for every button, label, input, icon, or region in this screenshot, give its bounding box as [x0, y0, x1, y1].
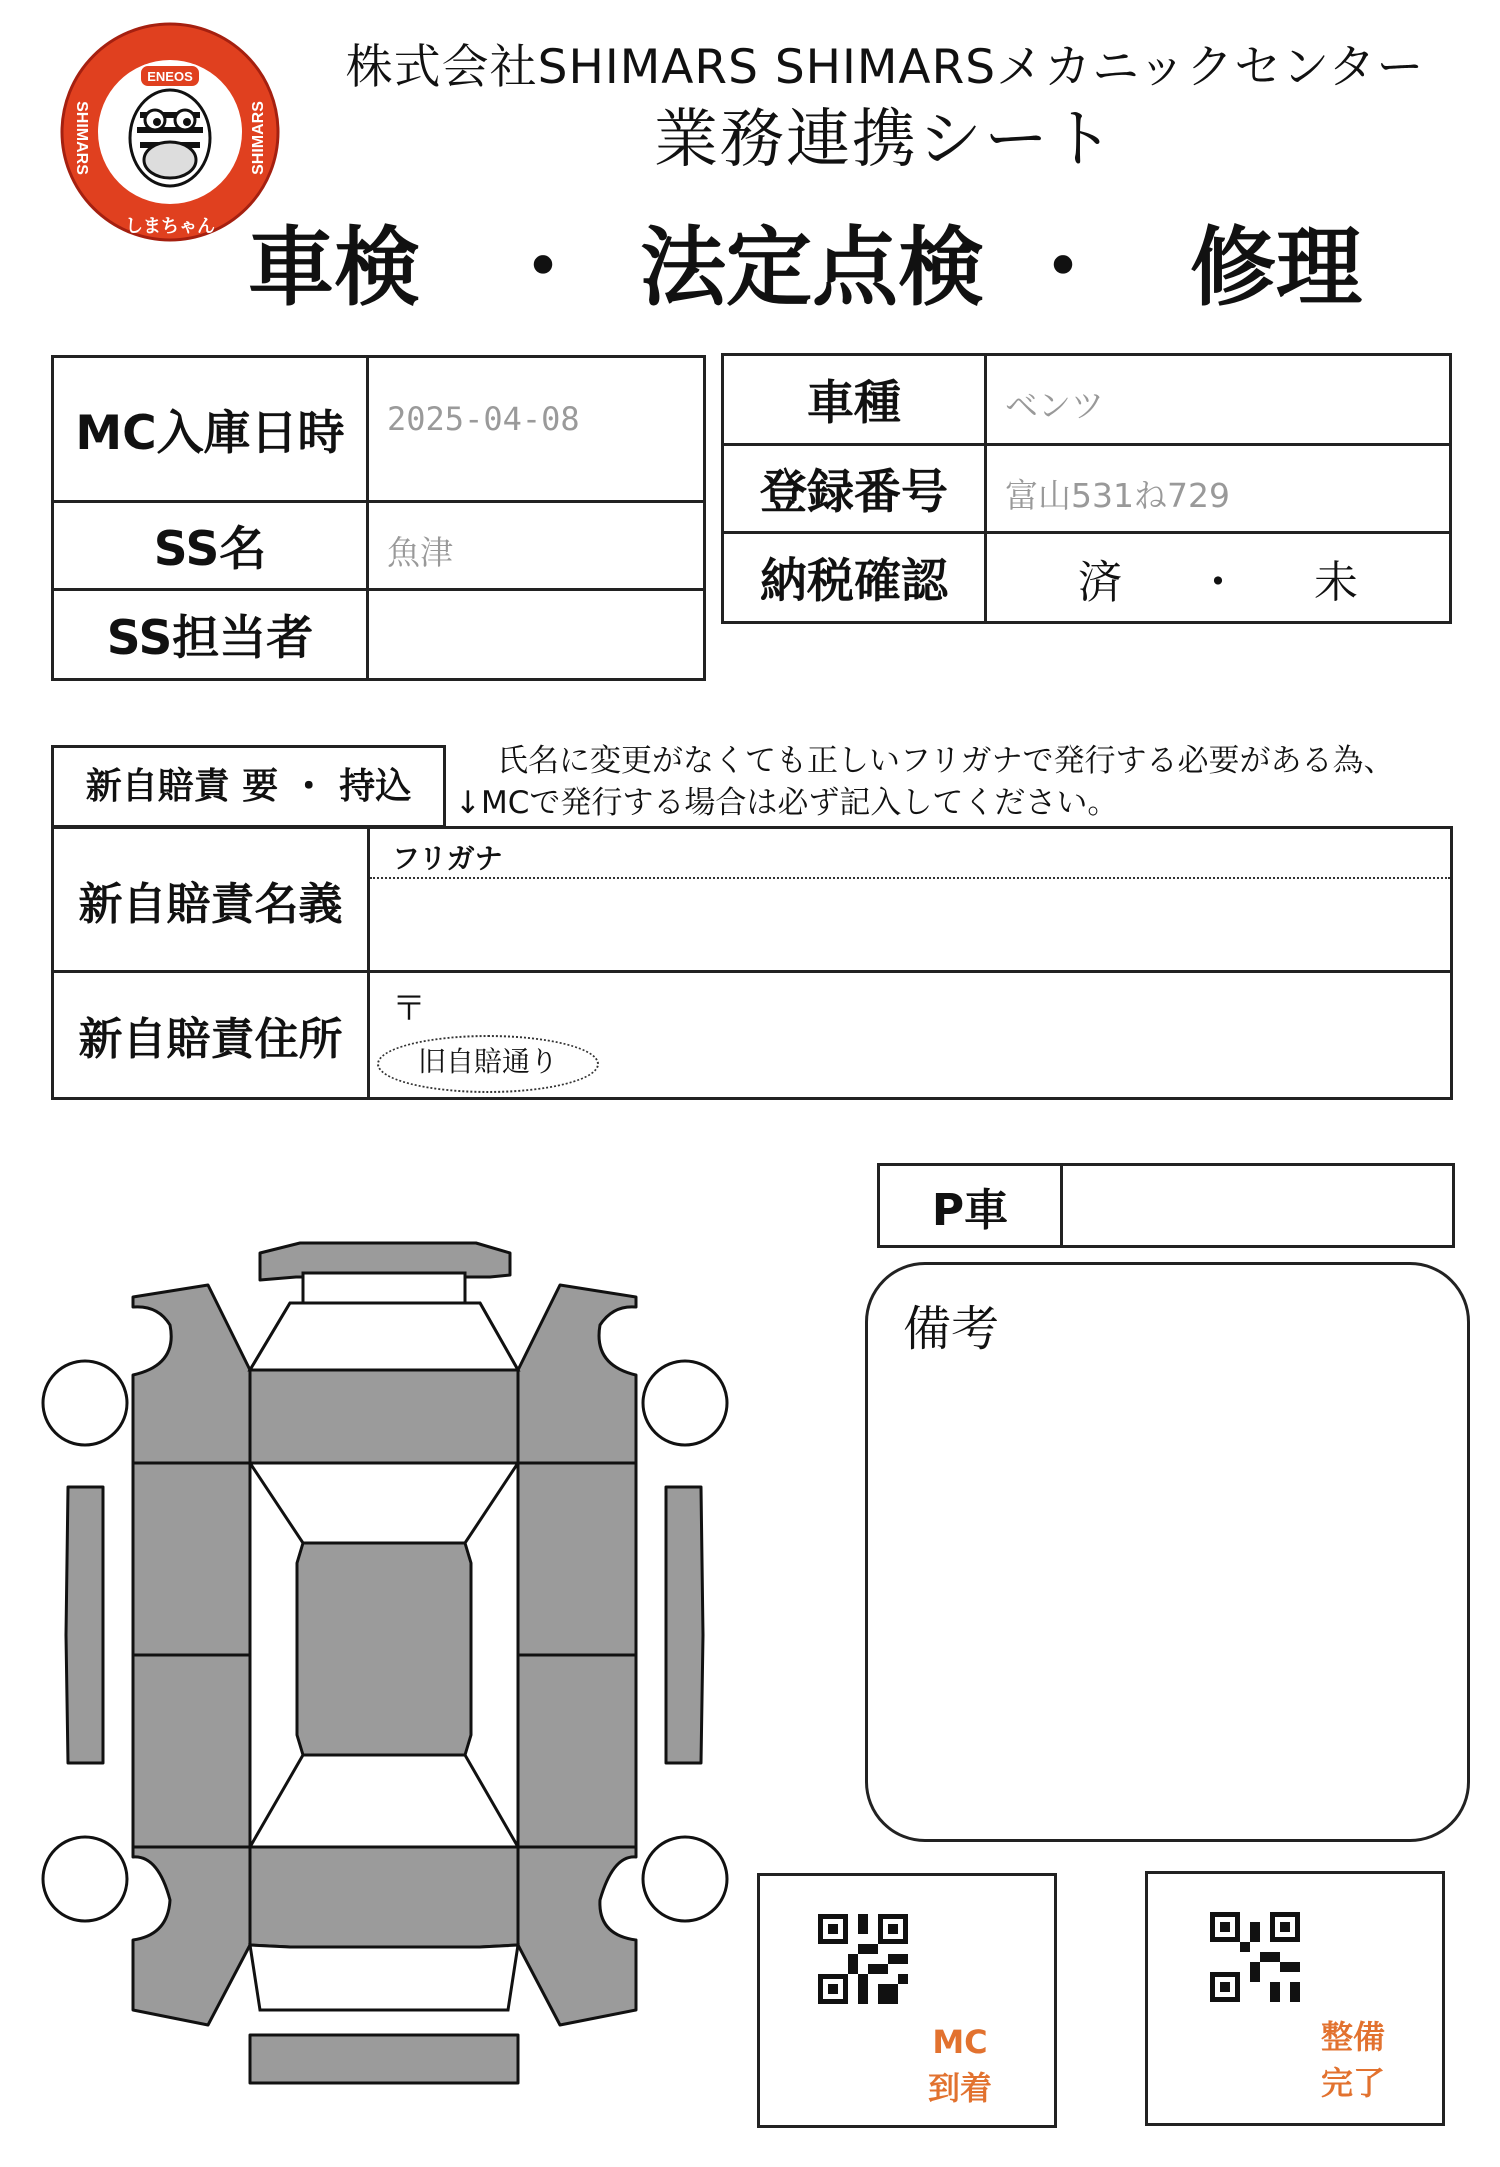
- right-rear-wheel[interactable]: [643, 1837, 727, 1921]
- logo-ring-bottom: しまちゃん: [125, 216, 215, 237]
- tax-done-option[interactable]: 済: [1078, 556, 1122, 608]
- insurance-note-line1: 氏名に変更がなくても正しいフリガナで発行する必要がある為、: [497, 743, 1395, 779]
- left-rear-wheel[interactable]: [43, 1837, 127, 1921]
- logo-badge-text: ENEOS: [147, 69, 193, 84]
- p-car-field[interactable]: [1062, 1165, 1454, 1247]
- right-rear-fender-panel[interactable]: [518, 1847, 636, 2025]
- qr-code-icon: [1210, 1912, 1300, 2002]
- ss-name-label: SS名: [53, 502, 368, 590]
- mc-date-label: MC入庫日時: [53, 357, 368, 502]
- insurance-note: [455, 740, 1465, 824]
- roof-panel[interactable]: [297, 1543, 471, 1755]
- front-grille-panel[interactable]: [303, 1273, 465, 1303]
- tax-not-option[interactable]: 未: [1314, 556, 1358, 608]
- registration-label: 登録番号: [723, 445, 986, 533]
- left-front-door-panel[interactable]: [133, 1463, 250, 1655]
- logo-ring-right: SHIMARS: [250, 101, 267, 175]
- windshield-panel[interactable]: [250, 1303, 518, 1370]
- qr-label-service-complete: [1303, 2014, 1403, 2107]
- mc-date-field[interactable]: 2025-04-08: [368, 357, 705, 502]
- furigana-label: フリガナ: [370, 829, 1450, 879]
- qr-label-line2: 完了: [1320, 2064, 1385, 2103]
- insurance-name-field[interactable]: [370, 879, 1450, 969]
- qr-box-service-complete[interactable]: [1145, 1871, 1445, 2126]
- insurance-table: [51, 826, 1453, 1100]
- tax-check-label: 納税確認: [723, 533, 986, 623]
- p-car-label: P車: [879, 1165, 1062, 1247]
- remarks-label: 備考: [903, 1301, 1000, 1357]
- vehicle-table: [721, 353, 1452, 624]
- registration-field[interactable]: 富山531ね729: [986, 445, 1451, 533]
- insurance-address-label: 新自賠責住所: [53, 972, 369, 1099]
- service-legal-inspection: 法定点検: [640, 218, 984, 318]
- insurance-note-line2: ↓MCで発行する場合は必ず記入してください。: [455, 785, 1119, 821]
- tax-check-options: [986, 533, 1451, 623]
- sheet-title: 業務連携シート: [654, 103, 1116, 177]
- entry-table: [51, 355, 706, 681]
- qr-label-line2: 到着: [927, 2069, 992, 2108]
- front-glass-panel[interactable]: [250, 1463, 518, 1543]
- right-front-door-panel[interactable]: [518, 1463, 636, 1655]
- right-front-fender-panel[interactable]: [518, 1285, 636, 1463]
- qr-code-icon: [818, 1914, 908, 2004]
- tax-separator: ・: [1196, 556, 1240, 608]
- left-rear-door-panel[interactable]: [133, 1655, 250, 1847]
- left-rear-fender-panel[interactable]: [133, 1847, 250, 2025]
- same-as-old-option[interactable]: 旧自賠通り: [377, 1035, 599, 1093]
- insurance-required-box[interactable]: 新自賠責 要 ・ 持込: [51, 745, 446, 828]
- insurance-name-cell: [369, 828, 1452, 972]
- right-rear-door-panel[interactable]: [518, 1655, 636, 1847]
- ss-staff-label: SS担当者: [53, 590, 368, 680]
- logo-ring-left: SHIMARS: [73, 101, 90, 175]
- qr-label-mc-arrival: [910, 2019, 1010, 2112]
- right-mirror-panel[interactable]: [666, 1487, 703, 1763]
- service-separator-1: ・: [500, 218, 586, 318]
- qr-box-mc-arrival[interactable]: [757, 1873, 1057, 2128]
- left-front-fender-panel[interactable]: [133, 1285, 250, 1463]
- right-front-wheel[interactable]: [643, 1361, 727, 1445]
- trunk-panel[interactable]: [250, 1847, 518, 1947]
- company-name: 株式会社SHIMARS SHIMARSメカニックセンター: [345, 40, 1425, 95]
- left-front-wheel[interactable]: [43, 1361, 127, 1445]
- p-car-table: [877, 1163, 1455, 1248]
- insurance-name-label: 新自賠責名義: [53, 828, 369, 972]
- ss-staff-field[interactable]: [368, 590, 705, 680]
- qr-label-line1: MC: [932, 2023, 988, 2061]
- vehicle-type-field[interactable]: ベンツ: [986, 355, 1451, 445]
- vehicle-type-label: 車種: [723, 355, 986, 445]
- left-mirror-panel[interactable]: [66, 1487, 103, 1763]
- rear-window-panel[interactable]: [250, 1945, 518, 2010]
- car-damage-diagram: [38, 1235, 738, 2095]
- qr-label-line1: 整備: [1320, 2018, 1385, 2056]
- ss-name-field[interactable]: 魚津: [368, 502, 705, 590]
- shimars-logo: [55, 20, 285, 245]
- service-repair: 修理: [1190, 218, 1362, 318]
- insurance-address-cell[interactable]: [369, 972, 1452, 1099]
- service-separator-2: ・: [1020, 218, 1106, 318]
- postal-mark: 〒: [392, 989, 426, 1029]
- service-inspection: 車検: [248, 218, 420, 318]
- rear-bumper-panel[interactable]: [250, 2035, 518, 2083]
- rear-glass-panel[interactable]: [250, 1755, 518, 1847]
